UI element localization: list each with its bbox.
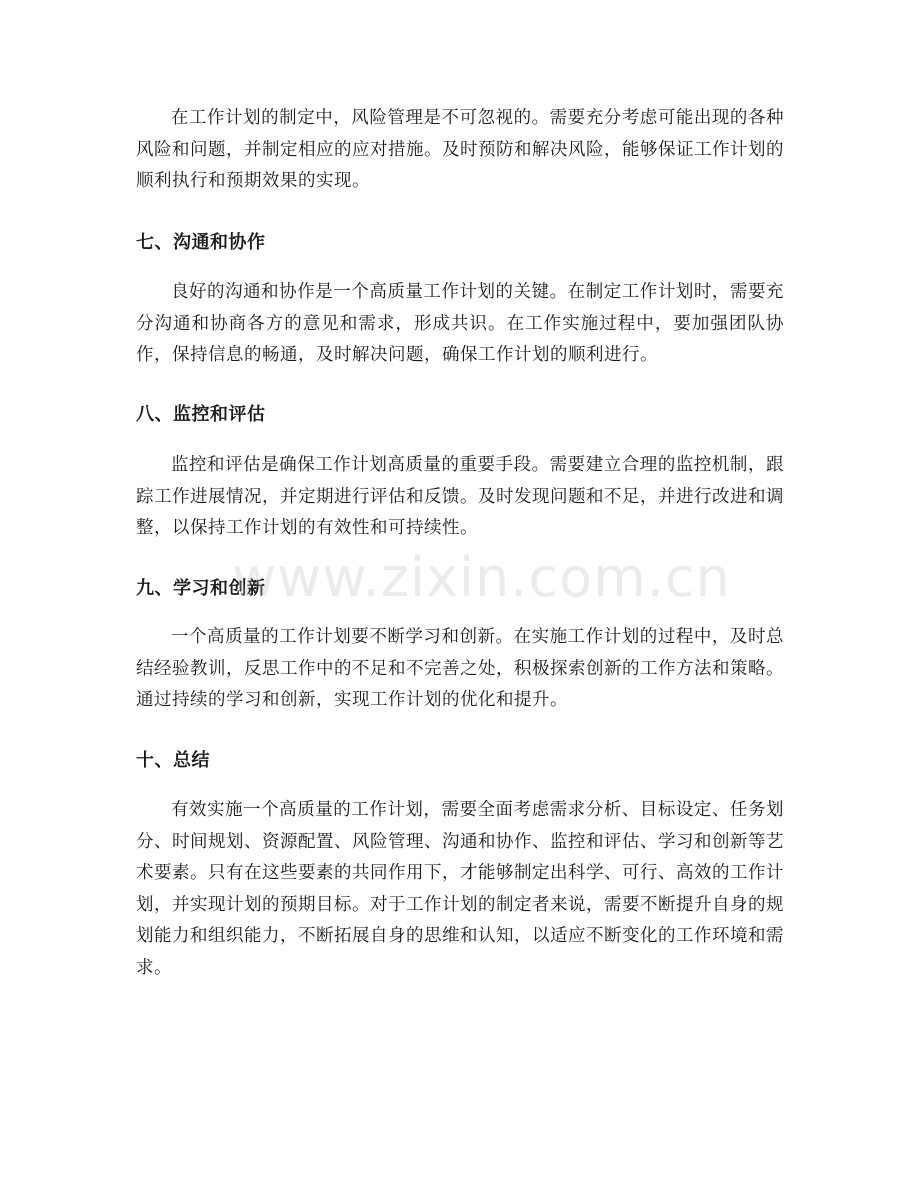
- paragraph-communication: 良好的沟通和协作是一个高质量工作计划的关键。在制定工作计划时，需要充分沟通和协商各方的意见和需求，形成共识。在工作实施过程中，要加强团队协作，保持信息的畅通，及时解决问题，确保工作计划的顺利进行。: [136, 282, 784, 365]
- heading-summary: 十、总结: [136, 750, 210, 771]
- heading-monitoring: 八、监控和评估: [136, 404, 266, 425]
- paragraph-learning: 一个高质量的工作计划要不断学习和创新。在实施工作计划的过程中，及时总结经验教训，反思工作中的不足和不完善之处，积极探索创新的工作方法和策略。通过持续的学习和创新，实现工作计划的优化和提升。: [136, 627, 784, 710]
- paragraph-summary: 有效实施一个高质量的工作计划，需要全面考虑需求分析、目标设定、任务划分、时间规划、资源配置、风险管理、沟通和协作、监控和评估、学习和创新等艺术要素。只有在这些要素的共同作用下，才能够制定出科学、可行、高效的工作计划，并实现计划的预期目标。对于工作计划的制定者来说，需要不断提升自身的规划能力和组织能力，不断拓展自身的思维和认知，以适应不断变化的工作环境和需求。: [136, 800, 784, 978]
- paragraph-monitoring: 监控和评估是确保工作计划高质量的重要手段。需要建立合理的监控机制，跟踪工作进展情况，并定期进行评估和反馈。及时发现问题和不足，并进行改进和调整，以保持工作计划的有效性和可持续性。: [136, 455, 784, 538]
- heading-communication: 七、沟通和协作: [136, 232, 266, 253]
- watermark: www.zixin.com.cn: [232, 546, 731, 609]
- heading-learning: 九、学习和创新: [136, 578, 266, 599]
- paragraph-risk-management: 在工作计划的制定中，风险管理是不可忽视的。需要充分考虑可能出现的各种风险和问题，并制定相应的应对措施。及时预防和解决风险，能够保证工作计划的顺利执行和预期效果的实现。: [136, 108, 784, 191]
